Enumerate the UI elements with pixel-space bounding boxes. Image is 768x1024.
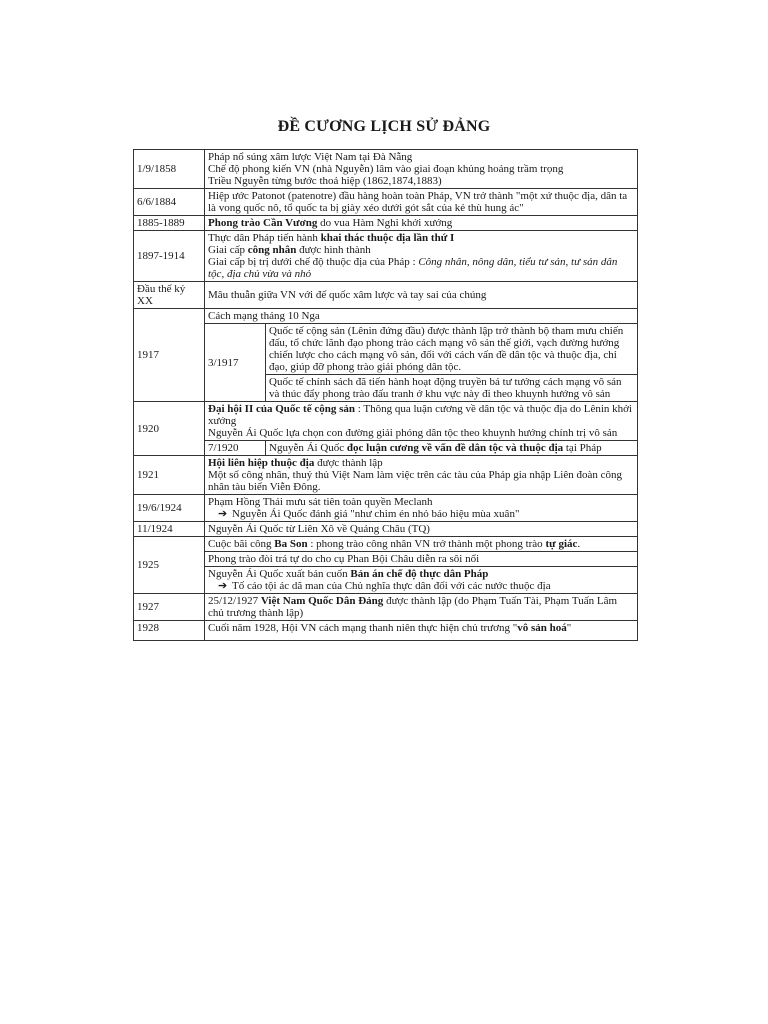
event-text: được thành lập (do Phạm Tuấn Tài, Phạm Tuấn Lâm chủ trương thành lập) (208, 595, 618, 619)
sub-row (205, 324, 637, 375)
event-line: Cách mạng tháng 10 Nga (208, 310, 320, 322)
event-text: Nguyễn Ái Quốc xuất bản cuốn (208, 568, 351, 580)
event-line: Phạm Hồng Thái mưu sát tiên toàn quyền Meclanh (208, 496, 433, 508)
sub-date: 7/1920 (208, 442, 239, 454)
event-line (208, 568, 634, 580)
event-line (208, 580, 634, 592)
event-bold: Bản án chế độ thực dân Pháp (350, 568, 489, 580)
event-cell: Mâu thuẫn giữa VN với đế quốc xâm lược và tay sai của chúng (205, 282, 638, 309)
date-cell: 1928 (134, 621, 205, 641)
event-text: Tố cáo tội ác dã man của Chủ nghĩa thực dân đối với các nước thuộc địa (232, 580, 551, 592)
event-line: Một số công nhân, thuỷ thủ Việt Nam làm việc trên các tàu của Pháp gia nhập Liên đoàn công nhân tàu biển Viễn Đông. (208, 469, 622, 493)
date-cell: 11/1924 (134, 522, 205, 537)
event-text: do vua Hàm Nghi khởi xướng (317, 217, 453, 229)
event-text: được hình thành (296, 244, 371, 256)
sub-table (205, 324, 637, 401)
date-cell: 1917 (134, 309, 205, 402)
event-cell (205, 189, 638, 216)
event-text: Giai cấp (208, 244, 248, 256)
event-block: Phong trào đòi trả tự do cho cụ Phan Bội Châu diễn ra sôi nổi (205, 551, 637, 566)
event-text: Thực dân Pháp tiến hành (208, 232, 321, 244)
event-line: Nguyễn Ái Quốc lựa chọn con đường giải phóng dân tộc theo khuynh hướng chính trị vô sản (208, 427, 618, 439)
table-row (134, 594, 638, 621)
event-text: : phong trào công nhân VN trở thành một phong trào (307, 538, 546, 550)
event-cell (205, 621, 638, 641)
event-line (208, 508, 634, 520)
table-row (134, 621, 638, 641)
date-cell: 1920 (134, 402, 205, 456)
event-line (208, 232, 634, 244)
event-bold: vô sản hoá (517, 622, 567, 634)
event-cell (205, 309, 638, 402)
event-block (205, 537, 637, 551)
event-line (208, 256, 634, 280)
table-row (134, 309, 638, 402)
event-block (205, 566, 637, 593)
history-table (133, 149, 638, 641)
date-cell: 1/9/1858 (134, 150, 205, 189)
event-text: tại Pháp (563, 442, 602, 454)
table-row (134, 402, 638, 456)
event-cell (205, 456, 638, 495)
event-bold: Phong trào Cần Vương (208, 217, 318, 229)
table-row (134, 456, 638, 495)
date-cell: 1885-1889 (134, 216, 205, 231)
event-cell (205, 216, 638, 231)
date-cell: Đầu thế kỷ XX (134, 282, 205, 309)
event-cell (205, 594, 638, 621)
event-text: Cuộc bãi công (208, 538, 275, 550)
arrow-right-icon: ➔ (218, 508, 228, 520)
event-text: 25/12/1927 (208, 595, 261, 607)
event-line: Hiệp ước Patonot (patenotre) đầu hàng hoàn toàn Pháp, VN trở thành "một xứ thuộc địa, dân ta là vong quốc nô, tổ quốc ta bị giày xéo dưới gót sắt của kẻ thù hung ác" (208, 190, 628, 214)
sub-row (205, 375, 637, 402)
event-line: Pháp nổ súng xâm lược Việt Nam tại Đà Nẵng (208, 151, 413, 163)
sub-table (205, 441, 637, 455)
event-bold: tự giác (545, 538, 578, 550)
table-row (134, 495, 638, 522)
table-row (134, 231, 638, 282)
date-cell: 19/6/1924 (134, 495, 205, 522)
event-line: Chế độ phong kiến VN (nhà Nguyễn) lâm vào giai đoạn khủng hoảng trầm trọng (208, 163, 564, 175)
event-text: được thành lập (314, 457, 383, 469)
sub-date: 3/1917 (208, 356, 239, 369)
table-row (134, 522, 638, 537)
event-bold: Ba Son (274, 538, 308, 550)
event-cell (205, 537, 638, 594)
date-cell: 1927 (134, 594, 205, 621)
event-bold: Hội liên hiệp thuộc địa (208, 457, 315, 469)
event-line (208, 244, 634, 256)
event-bold: công nhân (247, 244, 297, 256)
table-row (134, 537, 638, 594)
sub-row (205, 441, 637, 455)
event-text: Cuối năm 1928, Hội VN cách mạng thanh niên thực hiện chủ trương " (208, 622, 518, 634)
event-cell (205, 402, 638, 456)
event-block (205, 402, 637, 440)
sub-text (266, 441, 638, 455)
event-line: Triều Nguyễn từng bước thoả hiệp (1862,1874,1883) (208, 175, 442, 187)
table-row (134, 189, 638, 216)
arrow-right-icon: ➔ (218, 580, 228, 592)
date-cell: 1925 (134, 537, 205, 594)
event-text: Nguyễn Ái Quốc (269, 442, 347, 454)
sub-block (205, 323, 637, 401)
event-line (208, 457, 634, 469)
event-line (208, 403, 634, 427)
sub-block (205, 440, 637, 455)
event-bold: Việt Nam Quốc Dân Đảng (260, 595, 384, 607)
event-cell (205, 231, 638, 282)
event-bold: đọc luận cương về vấn đề dân tộc và thuộc địa (346, 442, 564, 454)
page-title: ĐỀ CƯƠNG LỊCH SỬ ĐẢNG (277, 118, 491, 135)
event-bold: khai thác thuộc địa lần thứ I (320, 232, 455, 244)
date-cell: 6/6/1884 (134, 189, 205, 216)
date-cell: 1921 (134, 456, 205, 495)
event-cell (205, 495, 638, 522)
event-text: : Thông qua luận cương về dân tộc và thuộc địa do Lênin khởi xướng (208, 403, 633, 427)
event-italic: Công nhân, nông dân, tiểu tư sản, tư sản dân tộc, địa chủ vừa và nhỏ (208, 256, 618, 280)
sub-text: Quốc tế chính sách đã tiến hành hoạt động truyền bá tư tưởng cách mạng vô sản và thúc đẩy phong trào đấu tranh ở khu vực này đi theo khuynh hướng vô sản (266, 375, 638, 402)
event-text: " (566, 622, 572, 634)
event-bold: Đại hội II của Quốc tế cộng sản (208, 403, 355, 415)
date-cell: 1897-1914 (134, 231, 205, 282)
table-row (134, 150, 638, 189)
table-row (134, 216, 638, 231)
event-cell (205, 150, 638, 189)
event-cell: Nguyễn Ái Quốc từ Liên Xô về Quảng Châu (TQ) (205, 522, 638, 537)
event-text: Giai cấp bị trị dưới chế độ thuộc địa của Pháp : (208, 256, 419, 268)
table-row (134, 282, 638, 309)
event-text: Nguyễn Ái Quốc đánh giá "như chim én nhỏ báo hiệu mùa xuân" (232, 508, 520, 520)
sub-text: Quốc tế cộng sản (Lênin đứng đầu) được thành lập trở thành bộ tham mưu chiến đấu, tổ chức lãnh đạo phong trào cách mạng vô sản thế giới, vạch đường hướng chiến lược cho cách mạng vô sản, đối với cách vấn đề dân tộc và thuộc địa, chỉ đạo, giúp đỡ phong trào giải phóng dân tộc. (266, 324, 638, 375)
event-text: . (577, 538, 581, 550)
